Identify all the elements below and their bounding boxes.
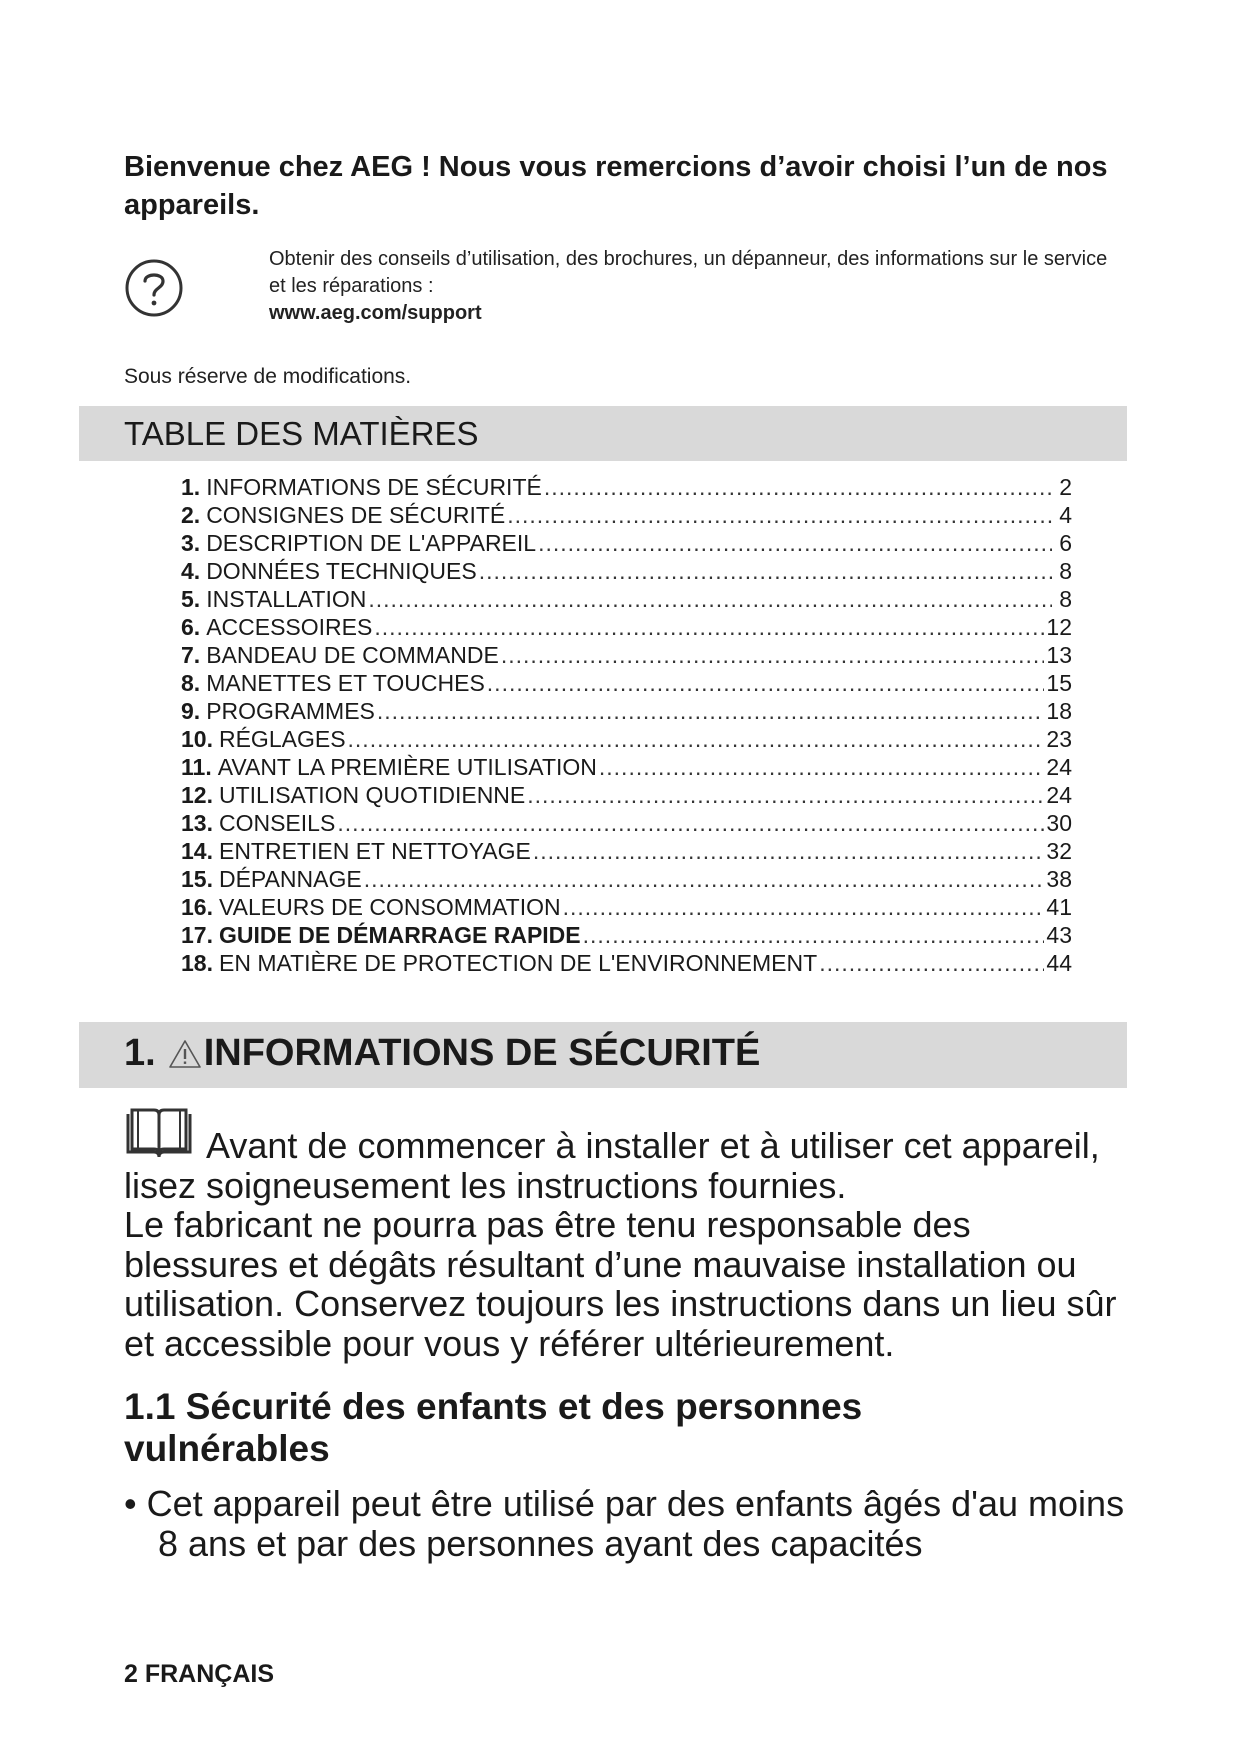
toc-title: TABLE DES MATIÈRES: [124, 415, 479, 452]
toc-item[interactable]: [181, 893, 1072, 921]
toc-leader: [563, 893, 1045, 921]
page-footer: 2 FRANÇAIS: [124, 1660, 275, 1688]
toc-item-page: 8: [1059, 586, 1072, 612]
toc-item-page: 41: [1046, 894, 1072, 920]
toc-item-page: 24: [1046, 754, 1072, 780]
safety-intro-line1: Avant de commencer à installer et à utiliser cet appareil, lisez soigneusement les instructions fournies.: [124, 1125, 1100, 1206]
toc-item-title: INSTALLATION: [206, 586, 367, 612]
toc-item-title: PROGRAMMES: [206, 698, 375, 724]
toc-item-page: 43: [1046, 922, 1072, 948]
toc-leader: [599, 753, 1045, 781]
toc-item-title: RÉGLAGES: [218, 726, 346, 752]
toc-item[interactable]: [181, 837, 1072, 865]
toc-item-title: INFORMATIONS DE SÉCURITÉ: [206, 474, 542, 500]
toc-item-title: EN MATIÈRE DE PROTECTION DE L'ENVIRONNEMENT: [218, 950, 818, 976]
toc-item-title: DONNÉES TECHNIQUES: [206, 558, 477, 584]
toc-item-title: BANDEAU DE COMMANDE: [206, 642, 499, 668]
toc-item-page: 2: [1059, 474, 1072, 500]
toc-item[interactable]: [181, 473, 1072, 501]
toc-item-page: 32: [1046, 838, 1072, 864]
toc-item-number: 10.: [181, 726, 213, 752]
question-circle-icon: [124, 258, 184, 318]
toc-item-page: 30: [1046, 810, 1072, 836]
toc-header-band: [79, 406, 1127, 461]
toc-item-number: 11.: [181, 754, 212, 780]
support-block: [124, 246, 1114, 336]
toc-item[interactable]: [181, 753, 1072, 781]
open-book-icon: [124, 1108, 194, 1162]
toc-leader: [533, 837, 1045, 865]
toc-leader: [337, 809, 1044, 837]
toc-item-title: DÉPANNAGE: [218, 866, 362, 892]
toc-item-page: 8: [1059, 558, 1072, 584]
toc-item-number: 15.: [181, 866, 213, 892]
toc-item-page: 44: [1046, 950, 1072, 976]
bullet-item: • Cet appareil peut être utilisé par des enfants âgés d'au moins 8 ans et par des personnes ayant des capacités: [124, 1483, 1125, 1564]
section-title-text: INFORMATIONS DE SÉCURITÉ: [203, 1032, 761, 1074]
toc-item[interactable]: [181, 669, 1072, 697]
support-link[interactable]: www.aeg.com/support: [269, 302, 482, 324]
toc-item[interactable]: [181, 725, 1072, 753]
subsection-heading: 1.1 Sécurité des enfants et des personnes vulnérables: [124, 1386, 863, 1469]
toc-item-number: 2.: [181, 502, 201, 528]
toc-item[interactable]: [181, 613, 1072, 641]
toc-item-page: 13: [1046, 642, 1072, 668]
welcome-heading: Bienvenue chez AEG ! Nous vous remercions d’avoir choisi l’un de nos appareils.: [124, 151, 1108, 221]
toc-item[interactable]: [181, 949, 1072, 977]
modification-note: Sous réserve de modifications.: [124, 365, 412, 388]
toc-item-number: 1.: [181, 474, 201, 500]
warning-triangle-icon: [168, 1039, 202, 1069]
toc-item-title: GUIDE DE DÉMARRAGE RAPIDE: [218, 922, 581, 948]
toc-item[interactable]: [181, 921, 1072, 949]
section-header-band: [79, 1022, 1127, 1088]
toc-item-number: 9.: [181, 698, 201, 724]
toc-item-title: ENTRETIEN ET NETTOYAGE: [218, 838, 531, 864]
toc-leader: [507, 501, 1052, 529]
toc-leader: [487, 669, 1045, 697]
toc-item-page: 15: [1046, 670, 1072, 696]
toc-item-page: 38: [1046, 866, 1072, 892]
toc-item-page: 18: [1046, 698, 1072, 724]
toc-item-number: 8.: [181, 670, 201, 696]
support-description: Obtenir des conseils d’utilisation, des brochures, un dépanneur, des informations sur le service et les réparations :: [269, 248, 1108, 297]
toc-item[interactable]: [181, 781, 1072, 809]
toc-leader: [583, 921, 1045, 949]
toc-item-number: 3.: [181, 530, 201, 556]
toc-leader: [377, 697, 1045, 725]
toc-item-title: VALEURS DE CONSOMMATION: [218, 894, 561, 920]
toc-leader: [538, 529, 1052, 557]
toc-item-title: UTILISATION QUOTIDIENNE: [218, 782, 526, 808]
toc-item-number: 5.: [181, 586, 201, 612]
toc-item-title: MANETTES ET TOUCHES: [206, 670, 485, 696]
toc-item-page: 12: [1046, 614, 1072, 640]
section-number: 1.: [124, 1032, 156, 1074]
toc-item[interactable]: [181, 809, 1072, 837]
toc-item-number: 13.: [181, 810, 213, 836]
toc-item-title: ACCESSOIRES: [206, 614, 373, 640]
toc-item[interactable]: [181, 865, 1072, 893]
toc-item[interactable]: [181, 557, 1072, 585]
toc-item-number: 7.: [181, 642, 201, 668]
toc-leader: [479, 557, 1052, 585]
toc-item-number: 16.: [181, 894, 213, 920]
toc-item-title: AVANT LA PREMIÈRE UTILISATION: [217, 754, 597, 780]
toc-item-title: CONSEILS: [218, 810, 336, 836]
toc-item-page: 24: [1046, 782, 1072, 808]
toc-item[interactable]: [181, 697, 1072, 725]
toc-leader: [374, 613, 1044, 641]
toc-item-title: DESCRIPTION DE L'APPAREIL: [206, 530, 537, 556]
table-of-contents: [181, 473, 1072, 977]
toc-item[interactable]: [181, 501, 1072, 529]
section-title: [124, 1032, 760, 1075]
toc-leader: [544, 473, 1052, 501]
toc-item-number: 17.: [181, 922, 213, 948]
toc-item-page: 23: [1046, 726, 1072, 752]
toc-item-number: 12.: [181, 782, 213, 808]
toc-item-title: CONSIGNES DE SÉCURITÉ: [206, 502, 506, 528]
toc-leader: [501, 641, 1045, 669]
toc-leader: [819, 949, 1044, 977]
toc-leader: [527, 781, 1044, 809]
toc-item-number: 6.: [181, 614, 201, 640]
toc-item-number: 18.: [181, 950, 213, 976]
toc-item-page: 4: [1059, 502, 1072, 528]
toc-leader: [364, 865, 1045, 893]
support-text: [269, 246, 1119, 327]
toc-item-page: 6: [1059, 530, 1072, 556]
safety-intro: [124, 1108, 1124, 1363]
toc-item[interactable]: [181, 585, 1072, 613]
toc-leader: [348, 725, 1045, 753]
safety-intro-line2: Le fabricant ne pourra pas être tenu responsable des blessures et dégâts résultant d’une mauvaise installation ou utilisation. Conservez toujours les instructions dans un lieu sûr et accessible pour vous y référer ultérieurement.: [124, 1204, 1117, 1364]
toc-item[interactable]: [181, 641, 1072, 669]
toc-item-number: 14.: [181, 838, 213, 864]
toc-leader: [368, 585, 1052, 613]
toc-item[interactable]: [181, 529, 1072, 557]
toc-item-number: 4.: [181, 558, 201, 584]
